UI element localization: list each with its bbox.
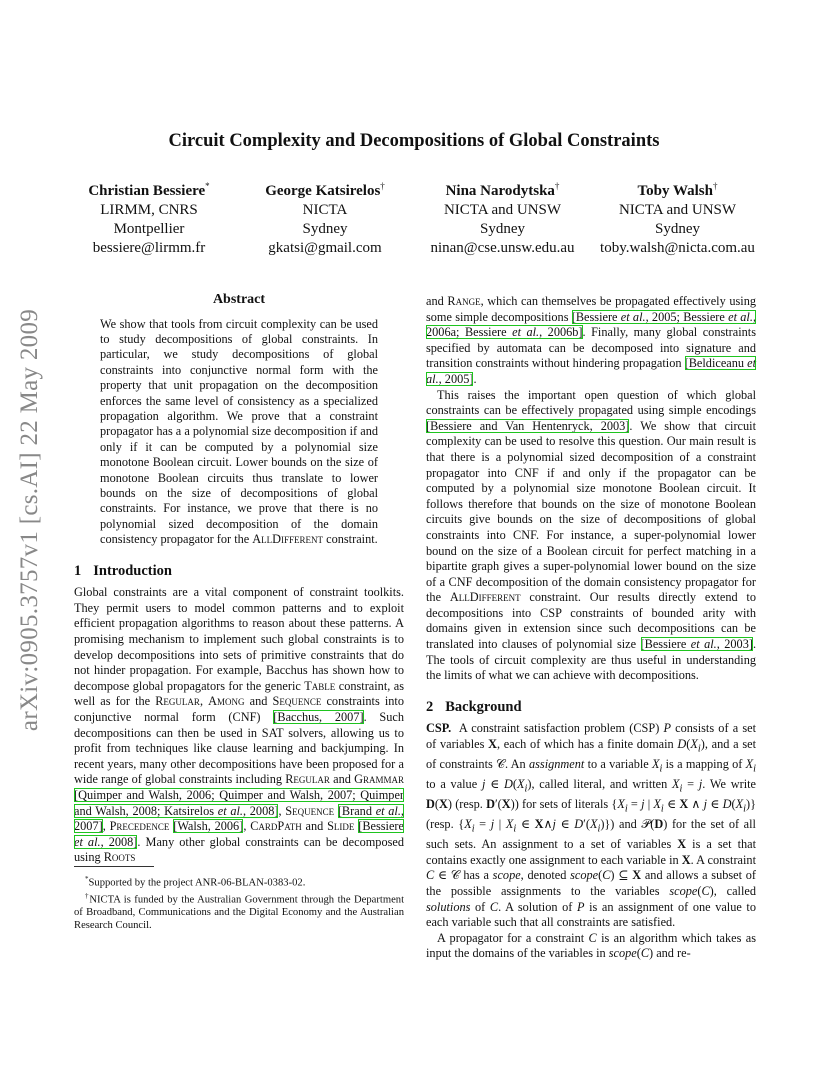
introduction-paragraph: This raises the important open question of which global constraints can be effectively propagated using simple encodings [Bessiere and Van Hentenryck, 2003]. We show that circuit complexity can be used to resolve this question. Our main result is that there is a polynomial sized decomposition of a constraint propagator into CNF if and only if the propagator can be computed by a polynomial size monotone Boolean circuit. It follows therefore that bounds on the size of monotone Boolean circuits give bounds on the size of decompositions of global constraints into CNF. For instance, a super-polynomial lower bound on the size of a Boolean circuit for perfect matching in a bipartite graph gives a super-polynomial lower bound on the size of a CNF decomposition of the domain consistency propagator for the AllDifferent constraint. Our results directly extend to decompositions into CSP constraints of bounded arity with domains given in extension since such decompositions can be translated into clauses of polynomial size [Bessiere et al., 2003]. The tools of circuit complexity are thus useful in understanding the limits of what we can achieve with decompositions. (426, 387, 757, 683)
abstract-heading: Abstract (212, 292, 266, 307)
background-paragraph: A propagator for a constraint C is an algorithm which takes as input the domains of the variables in scope(C) and re- (426, 930, 756, 961)
author-email: gkatsi@gmail.com (268, 240, 382, 256)
citation-link[interactable]: [Bessiere et al., 2005; Bessiere et al., 2006a; Bessiere et al., 2006b] (426, 309, 757, 340)
footnote-rule (74, 866, 154, 867)
author-mark: † (554, 181, 560, 191)
citation-link[interactable]: [Walsh, 2006] (173, 819, 244, 834)
citation-link[interactable]: [Bessiere and Van Hentenryck, 2003] (426, 418, 630, 433)
author-email: toby.walsh@nicta.com.au (600, 240, 755, 256)
author-2 (250, 177, 400, 258)
author-affiliation: NICTA and UNSW (618, 202, 737, 218)
citation-link[interactable]: [Brand et al., 2007] (74, 803, 404, 834)
section-background-heading: 2 Background (426, 698, 522, 715)
author-name: Toby Walsh (637, 183, 713, 199)
arxiv-identifier-text: arXiv:0905.3757v1 [cs.AI] 22 May 2009 (16, 308, 43, 732)
author-city: Sydney (480, 221, 525, 237)
author-3 (420, 177, 585, 258)
author-name: George Katsirelos (265, 183, 381, 199)
citation-link[interactable]: [Quimper and Walsh, 2006; Quimper and Walsh, 2007; Quimper and Walsh, 2008; Katsirelos et al., 2008] (74, 788, 404, 818)
section-introduction-heading: 1 Introduction (74, 562, 172, 579)
author-city: Sydney (655, 221, 700, 237)
introduction-paragraph-continued: and Range, which can themselves be propagated effectively using some simple decompositions [Bessiere et al., 2005; Bessiere et al., 2006a; Bessiere et al., 2006b]. Finally, many global constraints specified by automata can be decomposed into signature and transition constraints without hindering propagation [Beldiceanu et al., 2005]. (426, 294, 757, 386)
left-column (74, 292, 404, 866)
author-name: Christian Bessiere (88, 183, 206, 199)
author-1 (79, 177, 219, 258)
background-paragraph: CSP. A constraint satisfaction problem (CSP) P consists of a set of variables X, each of which has a finite domain $D(X_i)$, and a set of constraints 𝒞. An assignment to a variable $X_i$ is a mapping of $X_i$ to a value j ∈ $D(X_i)$, called literal, and written $X_i = j$. We write D(X) (resp. D′(X)) for sets of literals {$X_i = j$ | $X_i$ ∈ X ∧ j ∈ $D(X_i)$} (resp. {$X_i = j$ | $X_i$ ∈ X∧j ∈ $D'(X_i)$}) and 𝒫(D) for the set of all such sets. An assignment to a set of variables X is a set that contains exactly one assignment to each variable in X. A constraint C ∈ 𝒞 has a scope, denoted scope(C) ⊆ X and allows a subset of the possible assignments to the variables scope(C), called solutions of C. A solution of P is an assignment of one value to each variable such that all constraints are satisfied. (426, 721, 757, 930)
footnotes (74, 866, 404, 932)
author-email: bessiere@lirmm.fr (92, 240, 206, 256)
author-affiliation: LIRMM, CNRS (100, 202, 198, 218)
introduction-paragraph: Global constraints are a vital component of constraint toolkits. They permit users to model common patterns and to exploit efficient propagation algorithms to reason about these patterns. A promising mechanism to implement such global constraints is to develop decompositions into sets of primitive constraints that do not hinder propagation. For example, Bacchus has shown how to decompose global propagators for the generic Table constraint, as well as for the Regular, Among and Sequence constraints into conjunctive normal form (CNF) [Bacchus, 2007]. Such decompositions can then be used in SAT solvers, allowing us to profit from techniques like clause learning and backjumping. In recent years, many other decompositions have been proposed for a wide range of global constraints including Regular and Grammar [Quimper and Walsh, 2006; Quimper and Walsh, 2007; Quimper and Walsh, 2008; Katsirelos et al., 2008], Sequence [Brand et al., 2007], Precedence [Walsh, 2006], CardPath and Slide [Bessiere et al., 2008]. Many other global constraints can be decomposed using Roots (74, 585, 405, 865)
citation-link[interactable]: [Bessiere et al., 2008] (74, 819, 404, 849)
author-email: ninan@cse.unsw.edu.au (430, 240, 575, 256)
author-mark: † (380, 181, 385, 191)
citation-link[interactable]: [Beldiceanu et al., 2005] (426, 356, 756, 386)
author-4 (590, 177, 765, 258)
paper-title: Circuit Complexity and Decompositions of Global Constraints (168, 131, 660, 151)
author-affiliation: NICTA (302, 202, 348, 218)
arxiv-identifier (10, 290, 50, 750)
abstract-body: We show that tools from circuit complexity can be used to study decompositions of global constraints. In particular, we study decompositions of global constraints into conjunctive normal form with the property that unit propagation on the decomposition enforces the same level of consistency as a specialized propagation algorithm. We prove that a constraint propagator has a a polynomial size decomposition if and only if it can be computed by a polynomial size monotone Boolean circuit. Lower bounds on the size of monotone Boolean circuits thus translate to lower bounds on the size of decompositions of global constraints. For instance, we prove that there is no polynomial sized decomposition of the domain consistency propagator for the AllDifferent constraint. (100, 316, 378, 547)
author-city: Sydney (302, 221, 348, 237)
author-city: Montpellier (113, 221, 185, 237)
citation-link[interactable]: [Bacchus, 2007] (273, 710, 364, 725)
author-mark: * (205, 181, 210, 191)
right-column (426, 294, 756, 962)
author-name: Nina Narodytska (445, 183, 555, 199)
citation-link[interactable]: [Bessiere et al., 2003] (640, 637, 753, 652)
author-affiliation: NICTA and UNSW (443, 202, 562, 218)
author-mark: † (712, 181, 718, 191)
footnote-1: *Supported by the project ANR-06-BLAN-0383-02. (85, 875, 306, 889)
footnote-2: †NICTA is funded by the Australian Government through the Department of Broadband, Communications and the Digital Economy and the Australian Research Council. (74, 891, 405, 932)
